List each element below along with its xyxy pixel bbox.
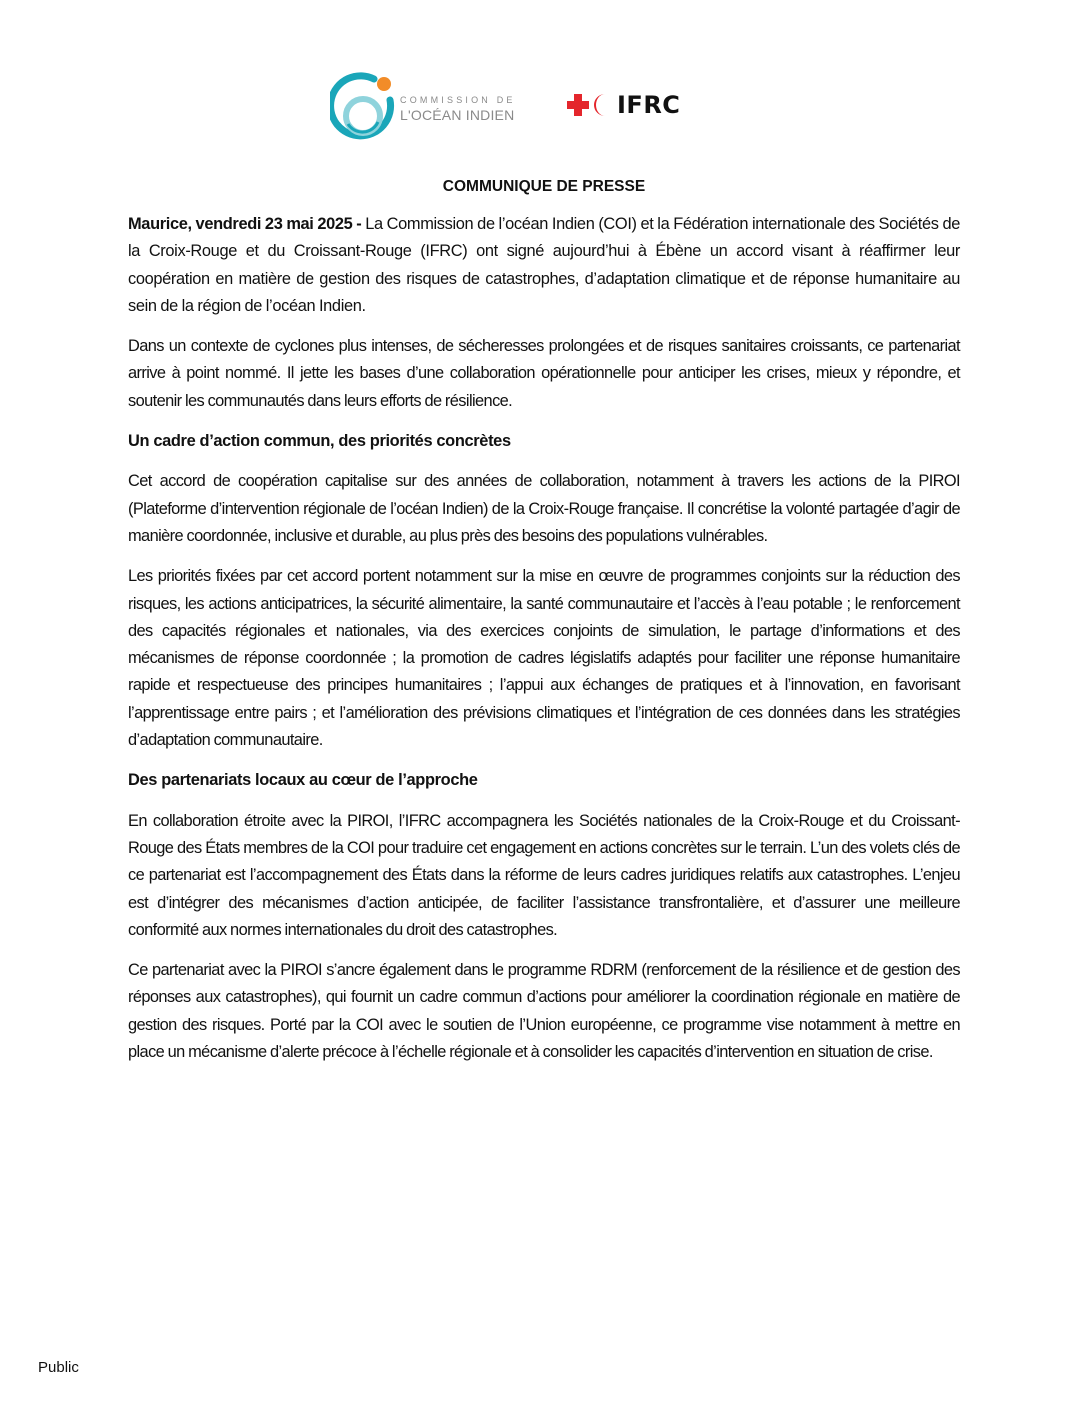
- dateline: Maurice, vendredi 23 mai 2025 -: [128, 215, 362, 233]
- section-2-paragraph-2: Ce partenariat avec la PIROI s’ancre également dans le programme RDRM (renforcement de la résilience et de gestion des réponses aux catastrophes), qui fournit un cadre commun d’actions pour améliorer la coordination régionale en matière de gestion des risques. Porté par la COI avec le soutien de l’Union européenne, ce programme vise notamment à mettre en place un mécanisme d’alerte précoce à l’échelle régionale et à consolider les capacités d’intervention en situation de crise.: [128, 961, 960, 1062]
- classification-label: Public: [38, 1359, 79, 1376]
- coi-wordmark-line1: COMMISSION DE: [400, 95, 516, 105]
- coi-wordmark: [400, 96, 516, 122]
- press-release-body: [128, 176, 960, 1079]
- intro-paragraph: [128, 211, 960, 320]
- section-1-paragraph-1: Cet accord de coopération capitalise sur des années de collaboration, notamment à travers les actions de la PIROI (Plateforme d’intervention régionale de l’océan Indien) de la Croix-Rouge française. Il concrétise la volonté partagée d’agir de manière coordonnée, inclusive et durable, au plus près des besoins des populations vulnérables.: [128, 472, 960, 545]
- section-1-paragraph-2: Les priorités fixées par cet accord portent notamment sur la mise en œuvre de programmes conjoints sur la réduction des risques, les actions anticipatrices, la sécurité alimentaire, la santé communautaire et l’accès à l’eau potable ; le renforcement des capacités régionales et nationales, via des exercices conjoints de simulation, le partage d’informations et des mécanismes de réponse coordonnée ; la promotion de cadres législatifs adaptés pour faciliter une réponse humanitaire rapide et respectueuse des principes humanitaires ; l’appui aux échanges de pratiques et à l’innovation, en favorisant l’apprentissage entre pairs ; et l’amélioration des prévisions climatiques et l’intégration de ces données dans les stratégies d’adaptation communautaire.: [128, 567, 960, 750]
- ifrc-logo: [565, 90, 680, 120]
- red-cross-crescent-icon: [565, 92, 613, 118]
- document-title: COMMUNIQUE DE PRESSE: [442, 178, 646, 195]
- section-heading-cadre-action: Un cadre d’action commun, des priorités concrètes: [128, 432, 511, 451]
- context-paragraph: Dans un contexte de cyclones plus intenses, de sécheresses prolongées et de risques sanitaires croissants, ce partenariat arrive à point nommé. Il jette les bases d’une collaboration opérationnelle pour anticiper les crises, mieux y répondre, et soutenir les communautés dans leurs efforts de résilience.: [128, 337, 960, 410]
- coi-logo: [330, 70, 520, 150]
- coi-emblem-icon: [330, 70, 396, 148]
- header-logos: [330, 70, 710, 150]
- coi-wordmark-line2: L'OCÉAN INDIEN: [400, 107, 515, 123]
- section-heading-partenariats-locaux: Des partenariats locaux au cœur de l’approche: [128, 771, 478, 790]
- ifrc-wordmark: IFRC: [617, 91, 681, 119]
- intro-text: La Commission de l’océan Indien (COI) et la Fédération internationale des Sociétés de la Croix-Rouge et du Croissant-Rouge (IFRC) ont signé aujourd’hui à Ébène un accord visant à réaffirmer leur coopération en matière de gestion des risques de catastrophes, d’adaptation climatique et de réponse humanitaire au sein de la région de l’océan Indien.: [128, 215, 961, 315]
- section-2-paragraph-1: En collaboration étroite avec la PIROI, l’IFRC accompagnera les Sociétés nationales de la Croix-Rouge et du Croissant-Rouge des États membres de la COI pour traduire cet engagement en actions concrètes sur le terrain. L’un des volets clés de ce partenariat est l’accompagnement des États dans la réforme de leurs cadres juridiques relatifs aux catastrophes. L’enjeu est d’intégrer des mécanismes d’action anticipée, de faciliter l’assistance transfrontalière, et d’assurer une meilleure conformité aux normes internationales du droit des catastrophes.: [128, 811, 960, 939]
